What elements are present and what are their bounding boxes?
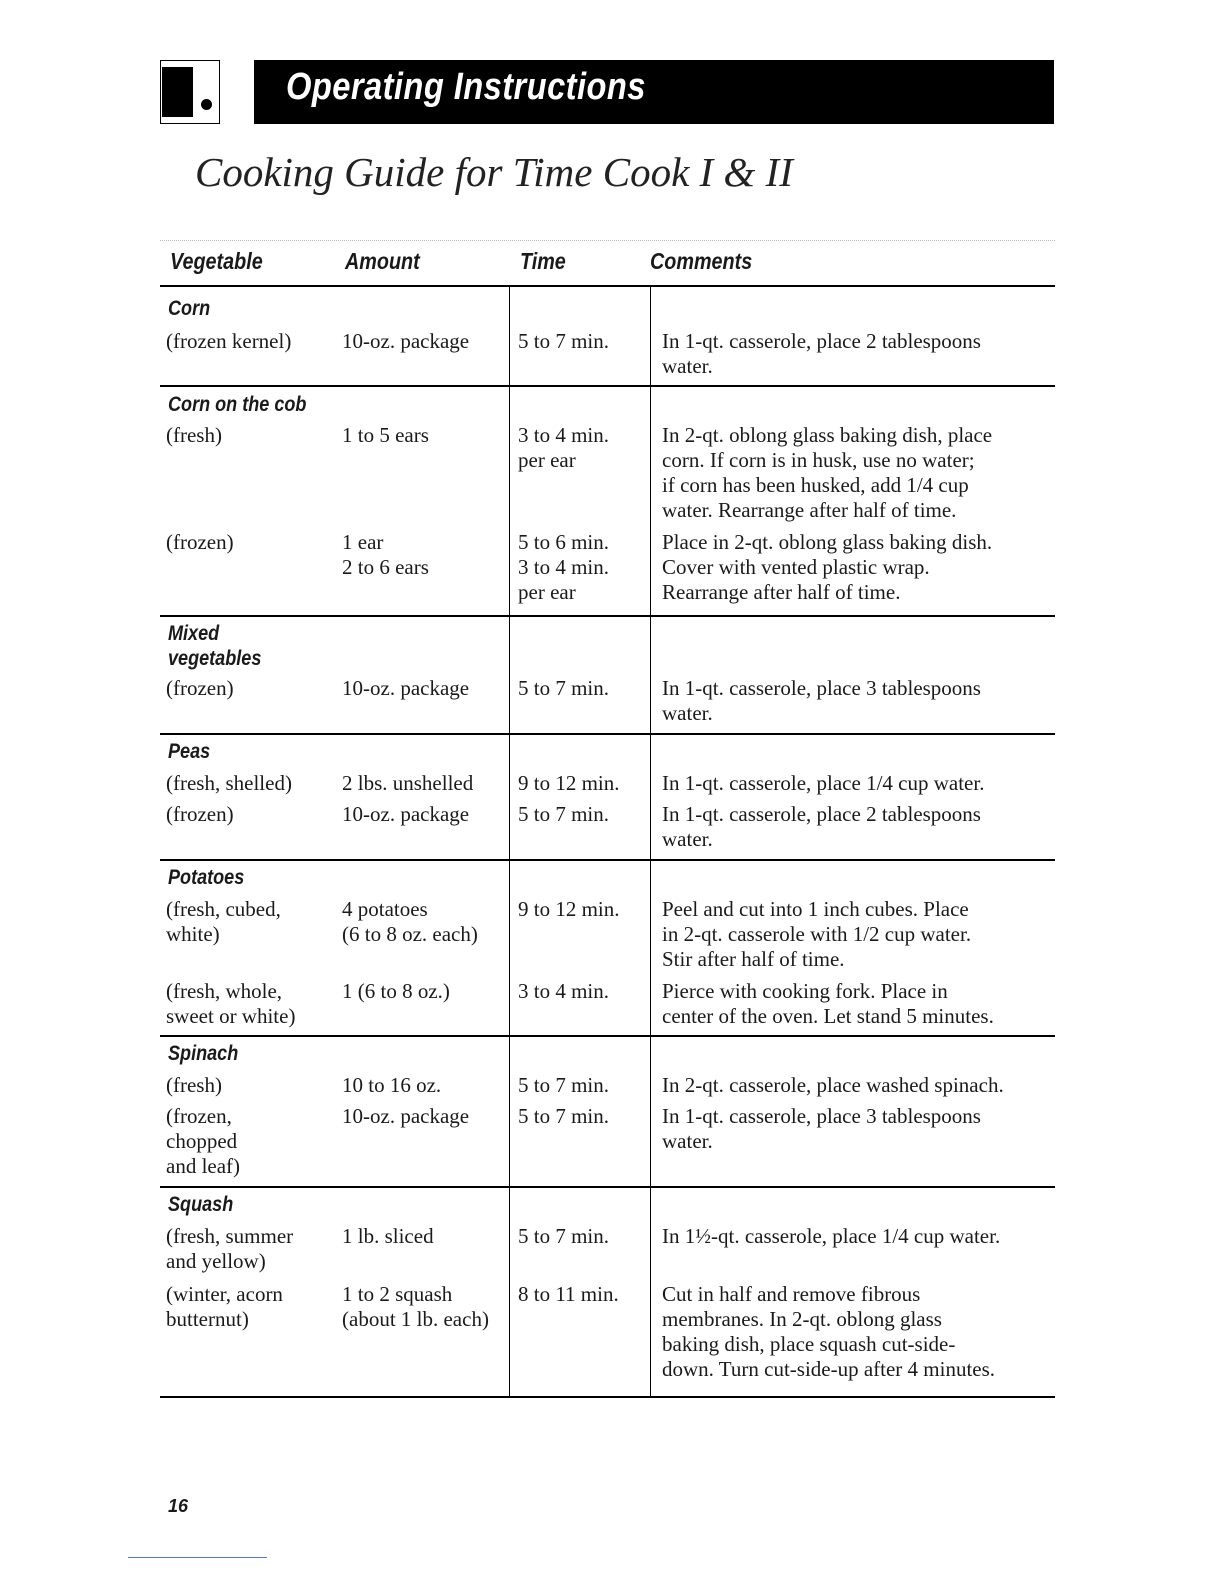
vegetable-cell: and leaf) — [166, 1154, 241, 1178]
vegetable-cell: and yellow) — [166, 1249, 266, 1273]
comments-cell: membranes. In 2-qt. oblong glass — [662, 1307, 942, 1331]
vegetable-cell: chopped — [166, 1129, 238, 1153]
amount-cell: (about 1 lb. each) — [342, 1307, 489, 1331]
comments-cell: Place in 2-qt. oblong glass baking dish. — [662, 530, 993, 554]
column-divider — [650, 861, 651, 1035]
amount-cell: 4 potatoes — [342, 897, 428, 921]
section-title: Corn — [168, 297, 211, 320]
section-title: vegetables — [168, 647, 262, 670]
vegetable-cell: (frozen) — [166, 530, 234, 554]
time-cell: per ear — [518, 580, 576, 604]
comments-cell: Rearrange after half of time. — [662, 580, 901, 604]
time-cell: 9 to 12 min. — [518, 897, 620, 921]
column-divider — [650, 387, 651, 615]
vegetable-cell: (frozen, — [166, 1104, 232, 1128]
comments-cell: Cut in half and remove fibrous — [662, 1282, 921, 1306]
comments-cell: Peel and cut into 1 inch cubes. Place — [662, 897, 969, 921]
column-header-time: Time — [520, 248, 566, 274]
amount-cell: 10-oz. package — [342, 329, 470, 353]
comments-cell: water. Rearrange after half of time. — [662, 498, 957, 522]
amount-cell: 2 lbs. unshelled — [342, 771, 474, 795]
amount-cell: 1 ear — [342, 530, 384, 554]
column-divider — [509, 861, 510, 1035]
time-cell: 9 to 12 min. — [518, 771, 620, 795]
section-title: Squash — [168, 1193, 234, 1216]
section-title: Mixed — [168, 622, 220, 645]
section-peas — [160, 735, 1055, 861]
time-cell: 5 to 7 min. — [518, 1104, 610, 1128]
comments-cell: water. — [662, 354, 713, 378]
comments-cell: corn. If corn is in husk, use no water; — [662, 448, 975, 472]
comments-cell: In 1-qt. casserole, place 2 tablespoons — [662, 329, 981, 353]
time-cell: per ear — [518, 448, 576, 472]
section-mixed-vegetables — [160, 617, 1055, 735]
column-divider — [509, 1037, 510, 1186]
amount-cell: 10-oz. package — [342, 676, 470, 700]
comments-cell: center of the oven. Let stand 5 minutes. — [662, 1004, 994, 1028]
time-cell: 5 to 7 min. — [518, 1073, 610, 1097]
section-title: Corn on the cob — [168, 393, 307, 416]
logo-block-shape — [162, 67, 193, 117]
table-body — [160, 287, 1055, 1398]
amount-cell: 1 to 2 squash — [342, 1282, 453, 1306]
amount-cell: 1 (6 to 8 oz.) — [342, 979, 450, 1003]
vegetable-cell: sweet or white) — [166, 1004, 296, 1028]
section-corn — [160, 287, 1055, 387]
vegetable-cell: (fresh, cubed, — [166, 897, 281, 921]
comments-cell: In 1-qt. casserole, place 1/4 cup water. — [662, 771, 985, 795]
microwave-logo-icon — [160, 60, 220, 124]
amount-cell: 2 to 6 ears — [342, 555, 429, 579]
column-divider — [650, 735, 651, 859]
vegetable-cell: (fresh, whole, — [166, 979, 283, 1003]
logo-dot-shape — [201, 99, 212, 110]
comments-cell: Stir after half of time. — [662, 947, 845, 971]
amount-cell: 1 lb. sliced — [342, 1224, 434, 1248]
comments-cell: water. — [662, 701, 713, 725]
column-divider — [650, 617, 651, 733]
column-divider — [509, 617, 510, 733]
vegetable-cell: butternut) — [166, 1307, 249, 1331]
section-title: Potatoes — [168, 866, 245, 889]
time-cell: 5 to 7 min. — [518, 802, 610, 826]
comments-cell: Pierce with cooking fork. Place in — [662, 979, 948, 1003]
table-header — [160, 240, 1055, 287]
amount-cell: 10-oz. package — [342, 1104, 470, 1128]
vegetable-cell: (fresh, shelled) — [166, 771, 292, 795]
section-title: Spinach — [168, 1042, 239, 1065]
vegetable-cell: (frozen) — [166, 802, 234, 826]
header-bar — [254, 60, 1054, 124]
column-divider — [509, 735, 510, 859]
amount-cell: 1 to 5 ears — [342, 423, 429, 447]
page-number: 16 — [168, 1496, 189, 1516]
time-cell: 3 to 4 min. — [518, 423, 610, 447]
column-header-amount: Amount — [345, 248, 420, 274]
vegetable-cell: (fresh, summer — [166, 1224, 294, 1248]
comments-cell: In 1-qt. casserole, place 2 tablespoons — [662, 802, 981, 826]
comments-cell: In 1-qt. casserole, place 3 tablespoons — [662, 1104, 981, 1128]
vegetable-cell: white) — [166, 922, 220, 946]
column-divider — [650, 287, 651, 385]
time-cell: 5 to 6 min. — [518, 530, 610, 554]
section-squash — [160, 1188, 1055, 1398]
time-cell: 3 to 4 min. — [518, 555, 610, 579]
time-cell: 3 to 4 min. — [518, 979, 610, 1003]
comments-cell: water. — [662, 827, 713, 851]
comments-cell: baking dish, place squash cut-side- — [662, 1332, 956, 1356]
column-divider — [650, 1037, 651, 1186]
comments-cell: down. Turn cut-side-up after 4 minutes. — [662, 1357, 996, 1381]
comments-cell: In 2-qt. casserole, place washed spinach. — [662, 1073, 1004, 1097]
column-header-vegetable: Vegetable — [170, 248, 263, 274]
vegetable-cell: (frozen kernel) — [166, 329, 292, 353]
vegetable-cell: (fresh) — [166, 1073, 222, 1097]
time-cell: 5 to 7 min. — [518, 1224, 610, 1248]
comments-cell: In 2-qt. oblong glass baking dish, place — [662, 423, 993, 447]
column-header-comments: Comments — [650, 248, 753, 274]
comments-cell: water. — [662, 1129, 713, 1153]
vegetable-cell: (winter, acorn — [166, 1282, 283, 1306]
amount-cell: 10 to 16 oz. — [342, 1073, 442, 1097]
section-corn-on-the-cob — [160, 387, 1055, 617]
footer-rule — [128, 1557, 267, 1558]
vegetable-cell: (frozen) — [166, 676, 234, 700]
vegetable-cell: (fresh) — [166, 423, 222, 447]
time-cell: 5 to 7 min. — [518, 676, 610, 700]
column-divider — [650, 1188, 651, 1396]
column-divider — [509, 287, 510, 385]
comments-cell: in 2-qt. casserole with 1/2 cup water. — [662, 922, 972, 946]
comments-cell: if corn has been husked, add 1/4 cup — [662, 473, 969, 497]
comments-cell: In 1-qt. casserole, place 3 tablespoons — [662, 676, 981, 700]
column-divider — [509, 1188, 510, 1396]
section-title: Peas — [168, 740, 211, 763]
amount-cell: 10-oz. package — [342, 802, 470, 826]
comments-cell: Cover with vented plastic wrap. — [662, 555, 930, 579]
cooking-guide-table — [160, 240, 1055, 1398]
section-spinach — [160, 1037, 1055, 1188]
section-potatoes — [160, 861, 1055, 1037]
amount-cell: (6 to 8 oz. each) — [342, 922, 478, 946]
time-cell: 5 to 7 min. — [518, 329, 610, 353]
header-title: Operating Instructions — [286, 66, 646, 108]
time-cell: 8 to 11 min. — [518, 1282, 619, 1306]
comments-cell: In 1½-qt. casserole, place 1/4 cup water. — [662, 1224, 1001, 1248]
page-title: Cooking Guide for Time Cook I & II — [195, 149, 793, 195]
column-divider — [509, 387, 510, 615]
